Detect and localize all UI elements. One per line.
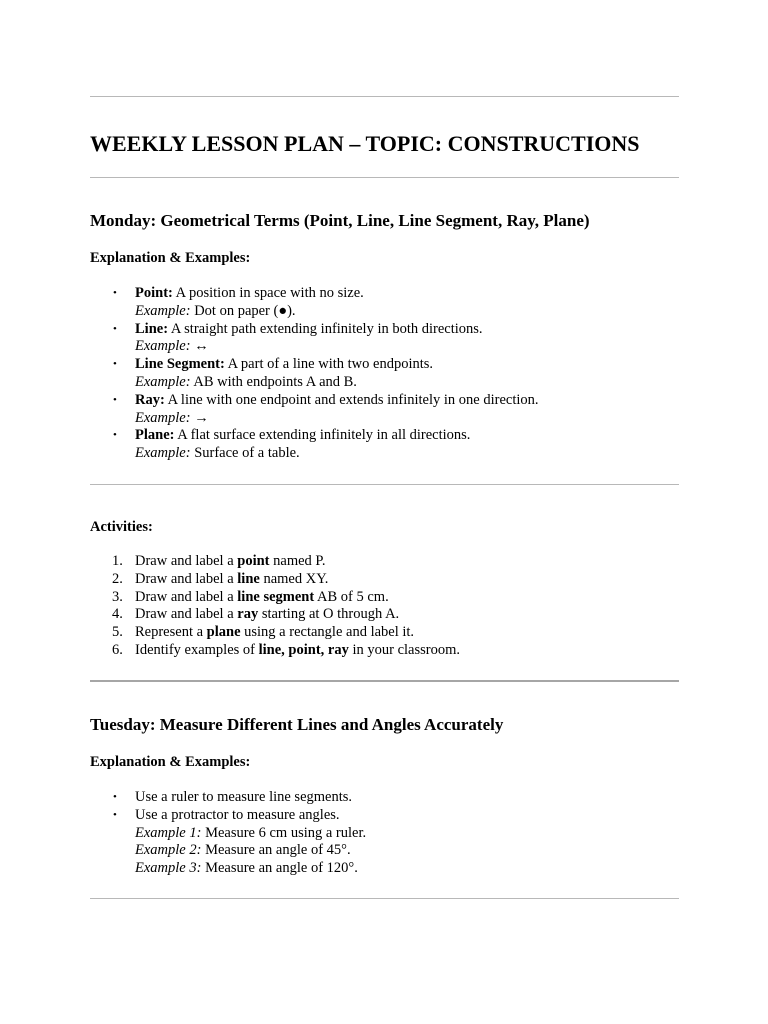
activity-number: 2. bbox=[112, 570, 123, 587]
activity-number: 3. bbox=[112, 588, 123, 605]
term-line-item bbox=[90, 321, 679, 357]
bullet-icon: • bbox=[113, 393, 117, 406]
term-definition: A straight path extending infinitely in both directions. bbox=[168, 320, 483, 337]
activity-item: 5. Represent a plane using a rectangle and label it. bbox=[112, 624, 415, 641]
right-arrow-icon: → bbox=[190, 409, 209, 426]
divider-monday-explanation bbox=[90, 484, 679, 485]
activity-item: 1. Draw and label a point named P. bbox=[112, 553, 326, 569]
list-item: • Use a protractor to measure angles. Example 1: Measure 6 cm using a ruler. Example 2: Measure an angle of 45°. Example 3: Measure an angle of 120°. bbox=[90, 807, 679, 878]
tuesday-list bbox=[90, 789, 679, 878]
term-example: Example: Dot on paper (●). bbox=[135, 302, 296, 319]
term-example: Example: Surface of a table. bbox=[135, 445, 300, 462]
term-label: Line Segment: bbox=[135, 356, 225, 373]
activity-number: 6. bbox=[112, 641, 123, 658]
term-point-item bbox=[90, 285, 679, 321]
activity-item: 4. Draw and label a ray starting at O through A. bbox=[112, 606, 400, 623]
term-label: Point: bbox=[135, 285, 173, 301]
term-definition: A flat surface extending infinitely in all directions. bbox=[174, 427, 471, 444]
divider-monday-activities bbox=[90, 680, 679, 682]
activity-number: 4. bbox=[112, 606, 123, 623]
divider-title bbox=[90, 177, 679, 178]
activity-item: 3. Draw and label a line segment AB of 5 cm. bbox=[112, 588, 389, 605]
tuesday-explanation-label: Explanation & Examples: bbox=[90, 754, 251, 770]
bullet-icon: • bbox=[113, 287, 117, 299]
term-example: Example: ↔ bbox=[135, 338, 209, 355]
term-example: Example: → bbox=[135, 409, 209, 426]
example-line: Example 2: Measure an angle of 45°. bbox=[135, 842, 351, 859]
term-line-segment-item bbox=[90, 356, 679, 392]
term-example: Example: AB with endpoints A and B. bbox=[135, 373, 357, 390]
monday-heading: Monday: Geometrical Terms (Point, Line, Line Segment, Ray, Plane) bbox=[90, 211, 590, 230]
page-title: WEEKLY LESSON PLAN – TOPIC: CONSTRUCTIONS bbox=[90, 131, 640, 156]
activity-number: 5. bbox=[112, 624, 123, 641]
tuesday-heading: Tuesday: Measure Different Lines and Angles Accurately bbox=[90, 715, 504, 734]
bullet-icon: • bbox=[113, 322, 117, 335]
bullet-icon: • bbox=[113, 429, 117, 442]
divider-top bbox=[90, 96, 679, 97]
double-arrow-icon: ↔ bbox=[190, 338, 209, 355]
activity-item: 6. Identify examples of line, point, ray in your classroom. bbox=[112, 641, 461, 658]
monday-terms-list bbox=[90, 285, 679, 463]
activity-item: 2. Draw and label a line named XY. bbox=[112, 570, 329, 587]
term-definition: A position in space with no size. bbox=[172, 285, 364, 301]
term-definition: A part of a line with two endpoints. bbox=[224, 356, 434, 373]
example-line: Example 1: Measure 6 cm using a ruler. bbox=[135, 824, 367, 841]
divider-tuesday bbox=[90, 898, 679, 899]
bullet-icon: • bbox=[113, 791, 117, 803]
list-item: • Use a ruler to measure line segments. bbox=[113, 789, 353, 805]
monday-explanation-label: Explanation & Examples: bbox=[90, 250, 251, 266]
monday-activities-list bbox=[90, 553, 679, 660]
term-label: Plane: bbox=[135, 427, 175, 444]
term-ray-item bbox=[90, 392, 679, 428]
bullet-icon: • bbox=[113, 808, 117, 821]
term-label: Line: bbox=[135, 320, 169, 337]
bullet-icon: • bbox=[113, 358, 117, 371]
activity-number: 1. bbox=[112, 553, 123, 569]
monday-activities-label: Activities: bbox=[90, 519, 153, 535]
term-definition: A line with one endpoint and extends infinitely in one direction. bbox=[164, 391, 539, 408]
term-label: Ray: bbox=[135, 391, 165, 408]
term-plane-item bbox=[90, 427, 679, 463]
example-line: Example 3: Measure an angle of 120°. bbox=[135, 860, 358, 877]
